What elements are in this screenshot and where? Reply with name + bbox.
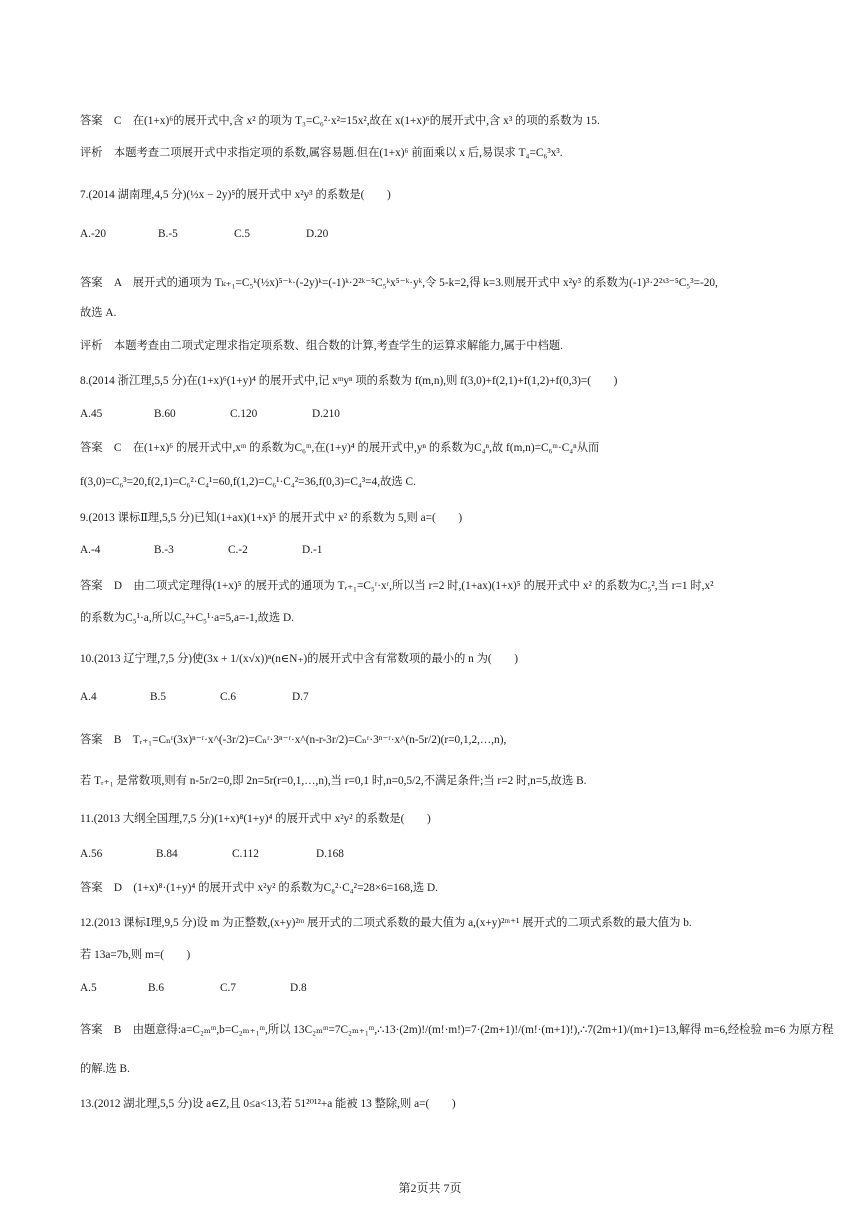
option: C.7 xyxy=(220,982,237,994)
options-q11 xyxy=(80,846,344,862)
option: A.5 xyxy=(80,982,97,994)
option: B.84 xyxy=(156,848,178,860)
option: C.5 xyxy=(234,228,251,240)
option: A.45 xyxy=(80,408,103,420)
options-q10 xyxy=(80,689,309,705)
answer-line: 答案 A 展开式的通项为 Tₖ₊₁=C₅ᵏ(½x)⁵⁻ᵏ·(-2y)ᵏ=(-1)ᵏ·2²ᵏ⁻⁵C₅ᵏx⁵⁻ᵏ·yᵏ,令 5-k=2,得 k=3.则展开式中 x²y³ 的系数为(-1)³·2²ˣ³⁻⁵C₅³=-20, xyxy=(80,277,718,289)
option: A.4 xyxy=(80,691,97,703)
option: A.-4 xyxy=(80,544,101,556)
question-12: 12.(2013 课标Ⅰ理,9,5 分)设 m 为正整数,(x+y)²ᵐ 展开式的二项式系数的最大值为 a,(x+y)²ᵐ⁺¹ 展开式的二项式系数的最大值为 b. xyxy=(80,917,692,929)
option: B.-5 xyxy=(158,228,178,240)
answer-line: 的解.选 B. xyxy=(80,1063,130,1075)
options-q12 xyxy=(80,980,307,996)
answer-line: 答案 C 在(1+x)⁶的展开式中,含 x² 的项为 T₃=C₆²·x²=15x²,故在 x(1+x)⁶的展开式中,含 x³ 的项的系数为 15. xyxy=(80,115,600,127)
answer-line: 若 Tᵣ₊₁ 是常数项,则有 n-5r/2=0,即 2n=5r(r=0,1,…,n),当 r=0,1 时,n=0,5/2,不满足条件;当 r=2 时,n=5,故选 B. xyxy=(80,775,587,787)
question-12-cont: 若 13a=7b,则 m=( ) xyxy=(80,949,191,961)
option: B.60 xyxy=(154,408,176,420)
option: D.8 xyxy=(290,982,307,994)
comment-line: 评析 本题考查二项展开式中求指定项的系数,属容易题.但在(1+x)⁶ 前面乘以 x 后,易误求 T₄=C₆³x³. xyxy=(80,147,563,159)
option: C.120 xyxy=(230,408,258,420)
options-q7 xyxy=(80,226,328,242)
comment-line: 评析 本题考查由二项式定理求指定项系数、组合数的计算,考查学生的运算求解能力,属于中档题. xyxy=(80,340,563,352)
answer-line: 答案 D 由二项式定理得(1+x)⁵ 的展开式的通项为 Tᵣ₊₁=C₅ʳ·xʳ,所以当 r=2 时,(1+ax)(1+x)⁵ 的展开式中 x² 的系数为C₅²,当 r=1 时,x² xyxy=(80,580,714,592)
option: D.20 xyxy=(306,228,329,240)
option: D.7 xyxy=(292,691,309,703)
question-8: 8.(2014 浙江理,5,5 分)在(1+x)⁶(1+y)⁴ 的展开式中,记 xᵐyⁿ 项的系数为 f(m,n),则 f(3,0)+f(2,1)+f(1,2)+f(0,3)=( ) xyxy=(80,375,618,387)
option: C.112 xyxy=(232,848,259,860)
option: D.210 xyxy=(312,408,340,420)
question-7: 7.(2014 湖南理,4,5 分)(½x − 2y)⁵的展开式中 x²y³ 的系数是( ) xyxy=(80,189,391,201)
answer-line: 答案 B 由题意得:a=C₂ₘᵐ,b=C₂ₘ₊₁ᵐ,所以 13C₂ₘᵐ=7C₂ₘ₊₁ᵐ,∴13·(2m)!/(m!·m!)=7·(2m+1)!/(m!·(m+1)!),∴7(2m+1)/(m+1)=13,解得 m=6,经检验 m=6 为原方程 xyxy=(80,1024,834,1036)
option: C.-2 xyxy=(228,544,248,556)
answer-line: 的系数为C₅¹·a,所以C₅²+C₅¹·a=5,a=-1,故选 D. xyxy=(80,612,294,624)
question-11: 11.(2013 大纲全国理,7,5 分)(1+x)⁸(1+y)⁴ 的展开式中 x²y² 的系数是( ) xyxy=(80,813,431,825)
options-q9 xyxy=(80,542,322,558)
option: B.-3 xyxy=(154,544,174,556)
option: C.6 xyxy=(220,691,237,703)
answer-line: 答案 C 在(1+x)⁶ 的展开式中,xᵐ 的系数为C₆ᵐ,在(1+y)⁴ 的展开式中,yⁿ 的系数为C₄ⁿ,故 f(m,n)=C₆ᵐ·C₄ⁿ从而 xyxy=(80,442,600,454)
question-13: 13.(2012 湖北理,5,5 分)设 a∈Z,且 0≤a<13,若 51²⁰¹²+a 能被 13 整除,则 a=( ) xyxy=(80,1098,456,1110)
option: A.-20 xyxy=(80,228,107,240)
question-10: 10.(2013 辽宁理,7,5 分)使(3x + 1/(x√x))ⁿ(n∈N₊)的展开式中含有常数项的最小的 n 为( ) xyxy=(80,653,519,665)
option: B.5 xyxy=(150,691,167,703)
answer-line: 答案 B Tᵣ₊₁=Cₙʳ(3x)ⁿ⁻ʳ·x^(-3r/2)=Cₙʳ·3ⁿ⁻ʳ·x^(n-r-3r/2)=Cₙʳ·3ⁿ⁻ʳ·x^(n-5r/2)(r=0,1,2,…,n), xyxy=(80,734,507,746)
option: A.56 xyxy=(80,848,103,860)
options-q8 xyxy=(80,406,340,422)
question-9: 9.(2013 课标Ⅱ理,5,5 分)已知(1+ax)(1+x)⁵ 的展开式中 x² 的系数为 5,则 a=( ) xyxy=(80,512,463,524)
option: D.-1 xyxy=(302,544,323,556)
option: D.168 xyxy=(316,848,344,860)
option: B.6 xyxy=(148,982,165,994)
answer-line: f(3,0)=C₆³=20,f(2,1)=C₆²·C₄¹=60,f(1,2)=C₆¹·C₄²=36,f(0,3)=C₄³=4,故选 C. xyxy=(80,476,416,488)
page-footer: 第2页共 7页 xyxy=(398,1181,462,1195)
answer-line: 故选 A. xyxy=(80,307,117,319)
answer-line: 答案 D (1+x)⁸·(1+y)⁴ 的展开式中 x²y² 的系数为C₈²·C₄²=28×6=168,选 D. xyxy=(80,882,438,894)
